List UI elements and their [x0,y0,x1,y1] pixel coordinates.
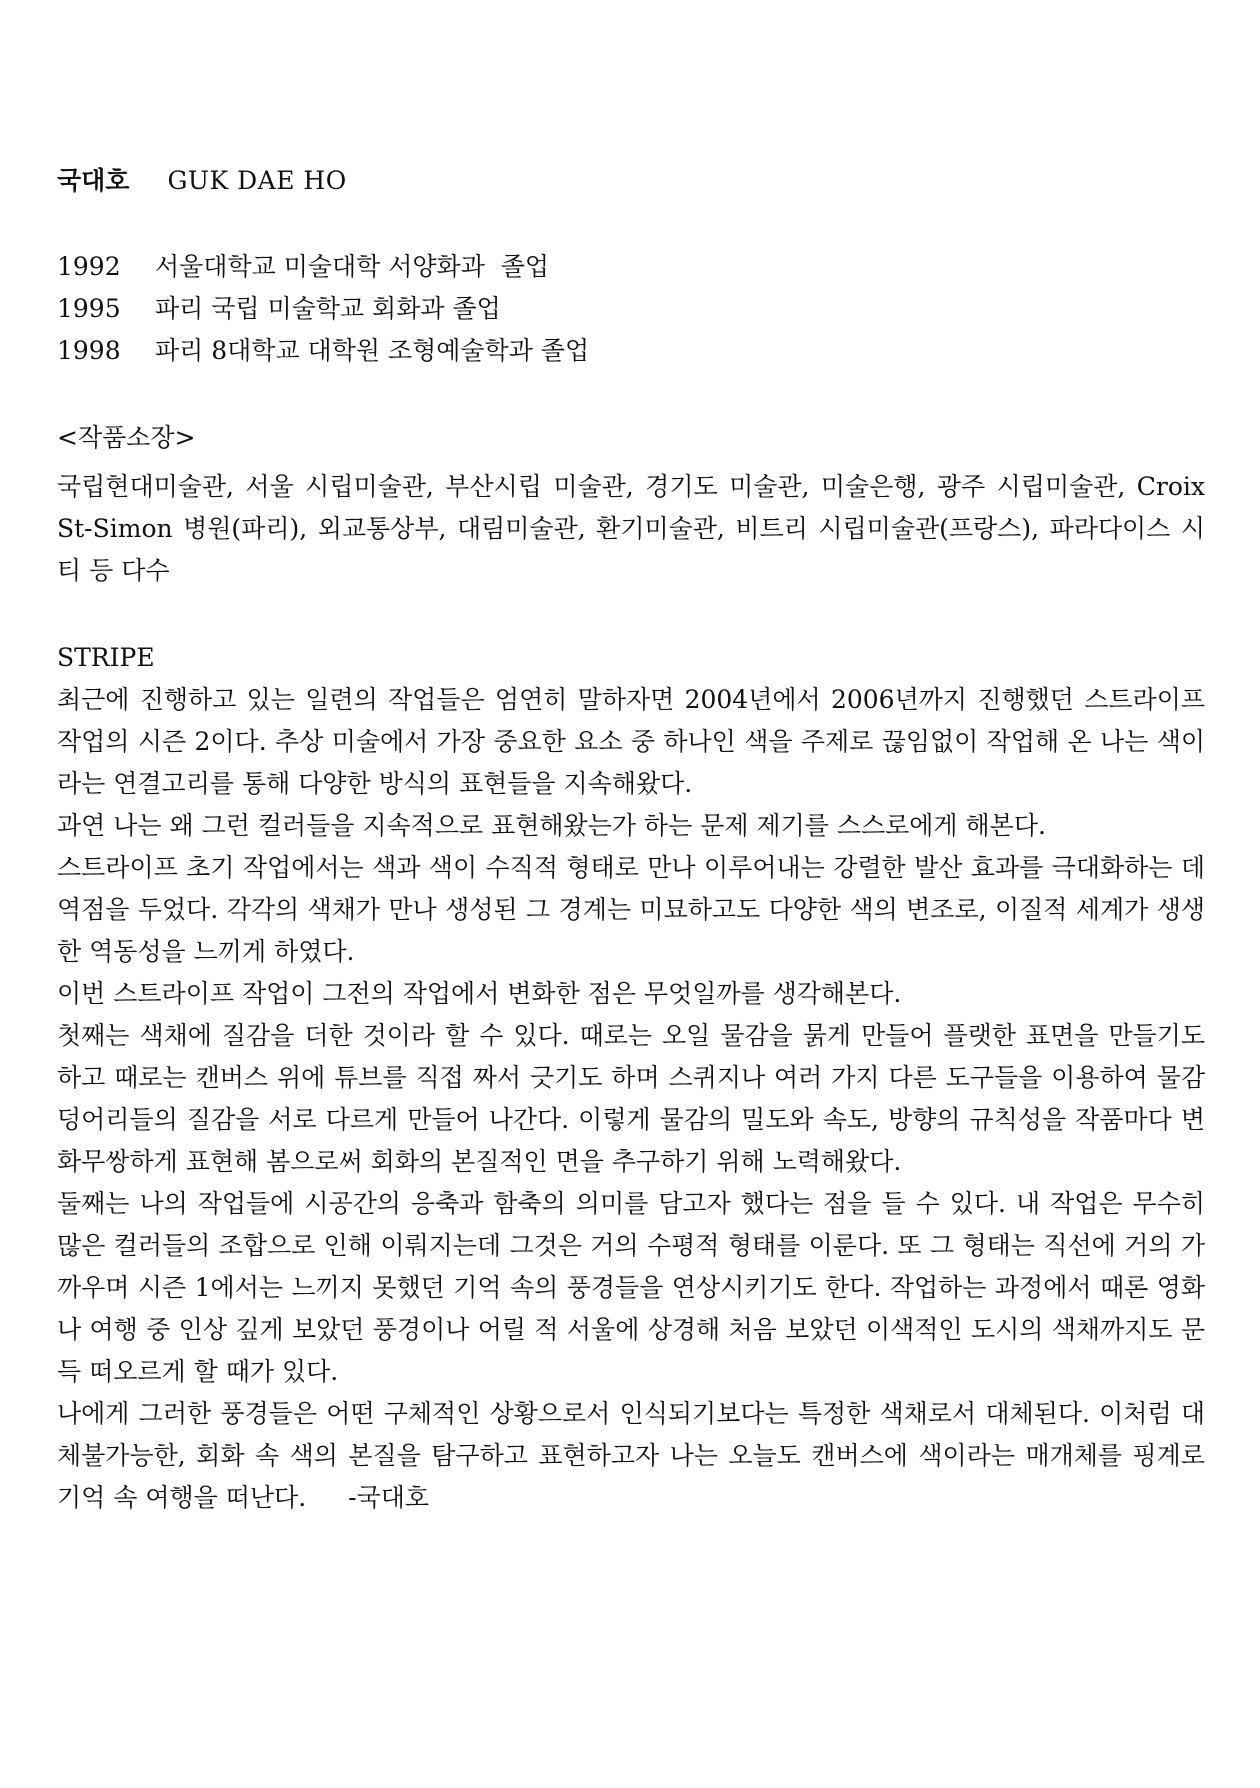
artist-name-korean: 국대호 [57,166,130,195]
education-year: 1992 [57,252,121,281]
artist-name-english: GUK DAE HO [167,166,347,195]
essay-signature: -국대호 [348,1483,430,1512]
essay-paragraph: 스트라이프 초기 작업에서는 색과 색이 수직적 형태로 만나 이루어내는 강렬한 발산 효과를 극대화하는 데 역점을 두었다. 각각의 색채가 만나 생성된 그 경계는 미묘하고도 다양한 색의 변조로, 이질적 세계가 생생한 역동성을 느끼게 하였다. [57,853,1205,966]
essay-paragraph-final [57,1393,1205,1519]
education-text: 서울대학교 미술대학 서양화과 졸업 [155,252,550,281]
artist-name [57,163,347,199]
education-year: 1995 [57,294,121,323]
essay-paragraph: 이번 스트라이프 작업이 그전의 작업에서 변화한 점은 무엇일까를 생각해본다. [57,979,902,1008]
education-item [57,330,589,372]
essay-title: STRIPE [57,643,155,672]
education-item [57,288,589,330]
essay-body [57,679,1205,1519]
education-item [57,246,589,288]
education-list [57,246,589,372]
essay-paragraph: 과연 나는 왜 그런 컬러들을 지속적으로 표현해왔는가 하는 문제 제기를 스스로에게 해본다. [57,811,1046,840]
essay-paragraph: 둘째는 나의 작업들에 시공간의 응축과 함축의 의미를 담고자 했다는 점을 들 수 있다. 내 작업은 무수히 많은 컬러들의 조합으로 인해 이뤄지는데 그것은 거의 수평적 형태를 이룬다. 또 그 형태는 직선에 거의 가까우며 시즌 1에서는 느끼지 못했던 기억 속의 풍경들을 연상시키기도 한다. 작업하는 과정에서 때론 영화나 여행 중 인상 깊게 보았던 풍경이나 어릴 적 서울에 상경해 처음 보았던 이색적인 도시의 색채까지도 문득 떠오르게 할 때가 있다. [57,1189,1205,1386]
collection-heading: <작품소장> [57,423,196,452]
education-text: 파리 국립 미술학교 회화과 졸업 [155,294,501,323]
education-text: 파리 8대학교 대학원 조형예술학과 졸업 [155,336,590,365]
essay-paragraph: 첫째는 색채에 질감을 더한 것이라 할 수 있다. 때로는 오일 물감을 묽게 만들어 플랫한 표면을 만들기도 하고 때로는 캔버스 위에 튜브를 직접 짜서 긋기도 하며 스퀴지나 여러 가지 다른 도구들을 이용하여 물감 덩어리들의 질감을 서로 다르게 만들어 나간다. 이렇게 물감의 밀도와 속도, 방향의 규칙성을 작품마다 변화무쌍하게 표현해 봄으로써 회화의 본질적인 면을 추구하기 위해 노력해왔다. [57,1021,1205,1176]
essay-paragraph: 최근에 진행하고 있는 일련의 작업들은 엄연히 말하자면 2004년에서 2006년까지 진행했던 스트라이프 작업의 시즌 2이다. 추상 미술에서 가장 중요한 요소 중 하나인 색을 주제로 끊임없이 작업해 온 나는 색이라는 연결고리를 통해 다양한 방식의 표현들을 지속해왔다. [57,685,1205,798]
education-year: 1998 [57,336,121,365]
essay-paragraph-text: 나에게 그러한 풍경들은 어떤 구체적인 상황으로서 인식되기보다는 특정한 색채로서 대체된다. 이처럼 대체불가능한, 회화 속 색의 본질을 탐구하고 표현하고자 나는 오늘도 캔버스에 색이라는 매개체를 핑계로 기억 속 여행을 떠난다. [57,1399,1205,1512]
collection-text: 국립현대미술관, 서울 시립미술관, 부산시립 미술관, 경기도 미술관, 미술은행, 광주 시립미술관, Croix St-Simon 병원(파리), 외교통상부, 대림미술관, 환기미술관, 비트리 시립미술관(프랑스), 파라다이스 시티 등 다수 [57,472,1205,585]
